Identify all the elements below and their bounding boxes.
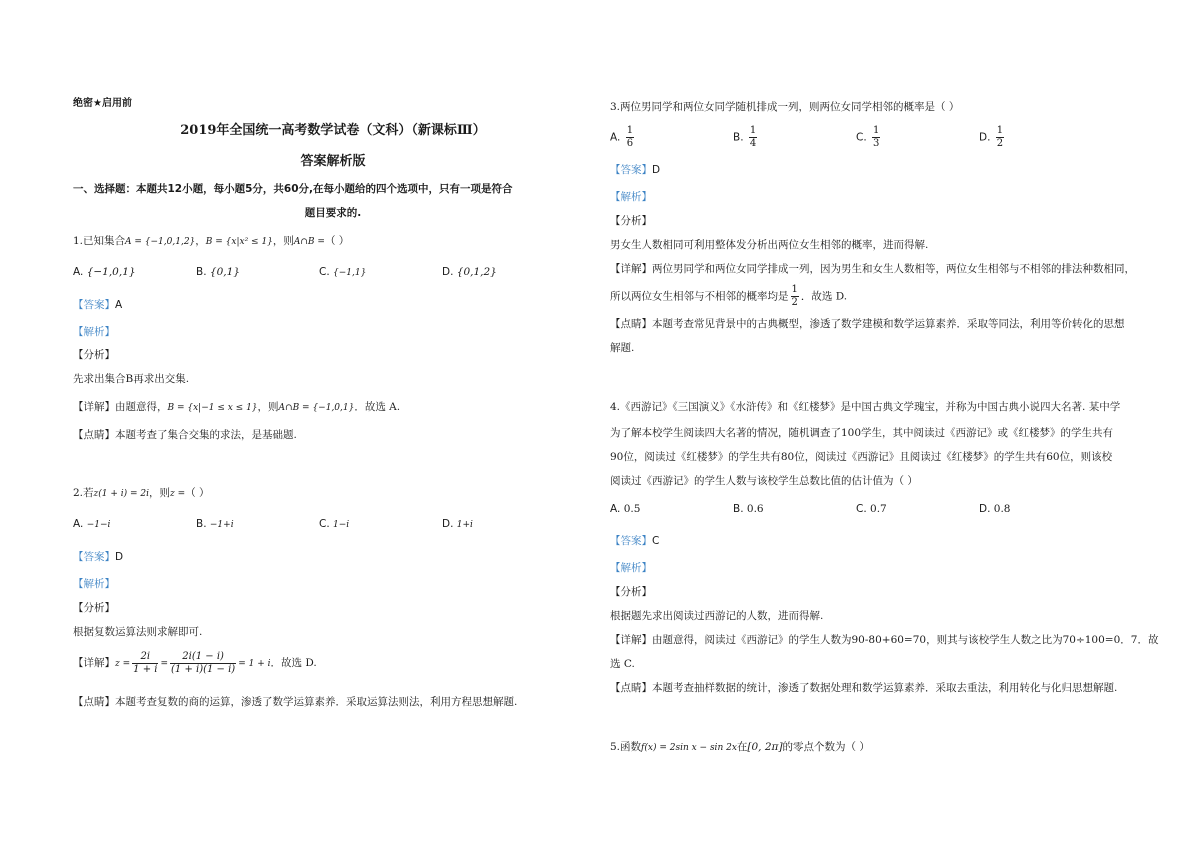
q2-option-a-letter: A. [73, 518, 84, 530]
q1-comment-text: 本题考查了集合交集的求法，是基础题. [115, 429, 297, 441]
q3-comment-line2: 解题. [610, 342, 635, 354]
q2-detail-end: ．故选 D. [270, 657, 317, 669]
q4-option-d-letter: D. [979, 503, 991, 515]
q1-detail-text-b: ，则 [257, 401, 279, 413]
q4-answer [610, 534, 659, 548]
q5-expr: f(x) = 2sin x − sin 2x [641, 743, 737, 753]
q3-fenxi-text: 男女生人数相同可利用整体发分析出两位女生相邻的概率，进而得解. [610, 239, 929, 251]
q2-comment-text: 本题考查复数的商的运算，渗透了数学运算素养．采取运算法则法，利用方程思想解题. [115, 696, 518, 708]
q3-comment-line1 [610, 317, 1125, 331]
q4-option-b-text: 0.6 [746, 503, 764, 515]
q2-option-c-letter: C. [319, 518, 330, 530]
q4-analysis-tag: 【解析】 [610, 562, 652, 574]
q2-detail-tail: = 1 + i [238, 659, 271, 669]
q2-option-b-letter: B. [196, 518, 207, 530]
q3-detail-den: 2 [791, 297, 798, 308]
q1-stem-paren: （ ） [324, 235, 350, 247]
q4-detail-line2: 选 C. [610, 658, 635, 670]
q4-option-c-text: 0.7 [870, 503, 887, 515]
q2-option-a-text: −1−i [86, 520, 111, 530]
q2-option-d [442, 518, 473, 530]
q4-stem-line2: 为了解本校学生阅读四大名著的情况，随机调查了100学生，其中阅读过《西游记》或《红楼梦》的学生共有 [610, 427, 1114, 439]
q3-detail-num: 1 [791, 284, 798, 295]
q2-option-c [319, 518, 349, 530]
q3-detail-text2a: 所以两位女生相邻与不相邻的概率均是 [610, 290, 789, 303]
q4-option-b-letter: B. [733, 503, 744, 515]
q2-stem-text: 2.若 [73, 487, 94, 499]
secret-label: 绝密★启用前 [73, 98, 132, 109]
q3-detail-frac [791, 284, 799, 309]
q2-answer-value: D [115, 551, 124, 563]
q4-option-d-text: 0.8 [993, 503, 1011, 515]
q2-f1-num: 2i [132, 651, 158, 664]
q3-answer-tag: 【答案】 [610, 164, 652, 176]
q1-stem-sep: ， [195, 235, 206, 247]
q4-detail-line1 [610, 633, 1158, 647]
q1-answer-tag: 【答案】 [73, 299, 115, 311]
q3-option-b-letter: B. [733, 131, 744, 144]
q3-option-c-den: 3 [873, 138, 880, 149]
q2-option-d-letter: D. [442, 518, 454, 530]
q2-detail-tag: 【详解】 [73, 657, 115, 669]
q3-comment-text1: 本题考查常见背景中的古典概型，渗透了数学建模和数学运算素养．采取等同法，利用等价转化的思想 [652, 318, 1125, 330]
section-heading-line1: 一、选择题：本题共12小题，每小题5分，共60分,在每小题给的四个选项中，只有一项是符合 [73, 183, 513, 195]
q2-fenxi-text: 根据复数运算法则求解即可. [73, 626, 203, 638]
q3-fenxi-tag: 【分析】 [610, 215, 652, 227]
q2-fraction-1 [132, 651, 158, 676]
q4-stem-line4: 阅读过《西游记》的学生人数与该校学生总数比值的估计值为（ ） [610, 475, 918, 487]
q1-detail-tag: 【详解】 [73, 401, 115, 413]
q3-option-a [610, 125, 636, 150]
q4-comment [610, 681, 1117, 695]
q1-option-b-text: {0,1} [209, 266, 240, 278]
q2-stem-text2: ，则 [149, 487, 171, 499]
q3-analysis-tag: 【解析】 [610, 191, 652, 203]
q4-option-a-letter: A. [610, 503, 621, 515]
q3-stem: 3.两位男同学和两位女同学随机排成一列，则两位女同学相邻的概率是（ ） [610, 101, 960, 113]
q1-option-b [196, 266, 240, 278]
q5-stem [610, 740, 870, 755]
q3-option-d-letter: D. [979, 131, 991, 144]
q3-option-d-num: 1 [996, 125, 1004, 136]
q1-option-d [442, 266, 497, 278]
q3-detail-line2 [610, 284, 847, 309]
q3-detail-text2b: ．故选 D. [800, 290, 848, 303]
q5-stem-text: 5.函数 [610, 741, 642, 753]
q2-fraction-2 [170, 651, 236, 676]
q1-option-a-text: {−1,0,1} [86, 266, 136, 278]
q2-f1-den: 1 + i [133, 663, 158, 675]
q3-comment-tag: 【点睛】 [610, 318, 652, 330]
q4-option-c [856, 503, 887, 515]
q2-analysis-tag: 【解析】 [73, 578, 115, 590]
q1-detail [73, 400, 400, 415]
q2-fenxi-tag: 【分析】 [73, 602, 115, 614]
q3-option-c-letter: C. [856, 131, 867, 144]
q3-answer-value: D [652, 164, 661, 176]
q2-f2-num: 2i(1 − i) [170, 651, 236, 664]
q3-option-c-frac [872, 125, 880, 150]
q1-detail-text-a: 由题意得， [115, 401, 168, 413]
q2-option-d-text: 1+i [456, 520, 473, 530]
q4-answer-tag: 【答案】 [610, 535, 652, 547]
q3-option-c-num: 1 [873, 125, 880, 136]
q2-detail [73, 650, 317, 677]
q2-option-b [196, 518, 234, 530]
q2-answer-tag: 【答案】 [73, 551, 115, 563]
q3-option-a-frac [626, 125, 634, 150]
page-title: 2019年全国统一高考数学试卷（文科）（新课标Ⅲ） [180, 123, 486, 138]
q1-fenxi-tag: 【分析】 [73, 349, 115, 361]
q1-detail-expr2: A∩B = {−1,0,1} [278, 403, 355, 413]
q2-detail-z: z = [115, 659, 131, 669]
q4-option-c-letter: C. [856, 503, 867, 515]
q1-stem-text2: ，则 [272, 235, 294, 247]
q4-comment-text: 本题考查抽样数据的统计，渗透了数据处理和数学运算素养．采取去重法，利用转化与化归思想解题. [652, 682, 1118, 694]
q2-comment [73, 695, 517, 709]
q2-f2-den: (1 + i)(1 − i) [171, 663, 236, 675]
q4-fenxi-tag: 【分析】 [610, 586, 652, 598]
q5-stem-text3: 的零点个数为（ ） [782, 741, 870, 753]
q1-answer [73, 298, 122, 312]
q3-option-c [856, 125, 882, 150]
q5-interval: [0, 2π] [747, 741, 783, 753]
q4-option-d [979, 503, 1010, 515]
q1-option-b-letter: B. [196, 266, 207, 278]
q1-option-c [319, 266, 366, 278]
q1-stem-text: 1.已知集合 [73, 235, 126, 247]
q1-expr: A∩B = [293, 237, 325, 247]
q3-option-d-frac [996, 125, 1004, 150]
page-subtitle: 答案解析版 [300, 154, 366, 169]
q1-option-d-text: {0,1,2} [456, 266, 497, 278]
q1-set-a: A = {−1,0,1,2} [125, 237, 196, 247]
q3-option-b-den: 4 [749, 138, 757, 149]
q3-option-d-den: 2 [996, 138, 1004, 149]
q4-detail-text1: 由题意得，阅读过《西游记》的学生人数为90-80+60=70，则其与该校学生人数之比为70÷100=0．7．故 [652, 634, 1159, 646]
q1-option-a [73, 266, 136, 278]
q2-expr: z(1 + i) = 2i [93, 489, 150, 499]
q1-option-c-letter: C. [319, 266, 330, 278]
q4-option-a [610, 503, 640, 515]
q1-option-a-letter: A. [73, 266, 84, 278]
q4-comment-tag: 【点睛】 [610, 682, 652, 694]
q1-answer-value: A [115, 299, 123, 311]
q3-detail-line1 [610, 262, 1135, 276]
q3-detail-text1: 两位男同学和两位女同学排成一列，因为男生和女生人数相等，两位女生相邻与不相邻的排法种数相同， [652, 263, 1135, 275]
q5-stem-text2: 在 [736, 741, 748, 753]
q2-option-b-text: −1+i [209, 520, 234, 530]
q1-set-b: B = {x|x² ≤ 1} [205, 237, 273, 247]
section-heading-line2: 题目要求的. [304, 207, 362, 219]
q3-option-a-den: 6 [626, 138, 634, 149]
q4-option-a-text: 0.5 [623, 503, 641, 515]
q1-comment-tag: 【点睛】 [73, 429, 115, 441]
q4-option-b [733, 503, 764, 515]
q1-comment [73, 428, 297, 442]
q1-fenxi-text: 先求出集合B再求出交集. [73, 373, 190, 385]
q2-stem-paren: （ ） [185, 487, 210, 499]
q3-detail-tag: 【详解】 [610, 263, 652, 275]
q3-option-b-frac [749, 125, 757, 150]
q4-detail-tag: 【详解】 [610, 634, 652, 646]
q3-option-b-num: 1 [749, 125, 757, 136]
q2-comment-tag: 【点睛】 [73, 696, 115, 708]
q4-fenxi-text: 根据题先求出阅读过西游记的人数，进而得解. [610, 610, 824, 622]
q1-option-d-letter: D. [442, 266, 454, 278]
q4-stem-line3: 90位，阅读过《红楼梦》的学生共有80位，阅读过《西游记》且阅读过《红楼梦》的学生共有60位，则该校 [610, 451, 1113, 463]
q4-stem-line1: 4.《西游记》《三国演义》《水浒传》和《红楼梦》是中国古典文学瑰宝，并称为中国古典小说四大名著. 某中学 [610, 401, 1121, 413]
q1-stem [73, 234, 349, 249]
q2-option-c-text: 1−i [333, 520, 350, 530]
q2-eq: = [160, 659, 168, 669]
q3-option-a-letter: A. [610, 131, 621, 144]
q1-detail-expr1: B = {x|−1 ≤ x ≤ 1} [167, 403, 258, 413]
q1-analysis-tag: 【解析】 [73, 326, 115, 338]
q3-answer [610, 163, 660, 177]
q3-option-a-num: 1 [626, 125, 634, 136]
q2-answer [73, 550, 123, 564]
q3-option-d [979, 125, 1006, 150]
q2-stem [73, 486, 210, 501]
q4-answer-value: C [652, 535, 660, 547]
q1-detail-text-c: ．故选 A. [354, 401, 401, 413]
q2-option-a [73, 518, 110, 530]
q1-option-c-text: {−1,1} [333, 268, 367, 278]
q2-expr2: z = [170, 489, 186, 499]
q3-option-b [733, 125, 759, 150]
